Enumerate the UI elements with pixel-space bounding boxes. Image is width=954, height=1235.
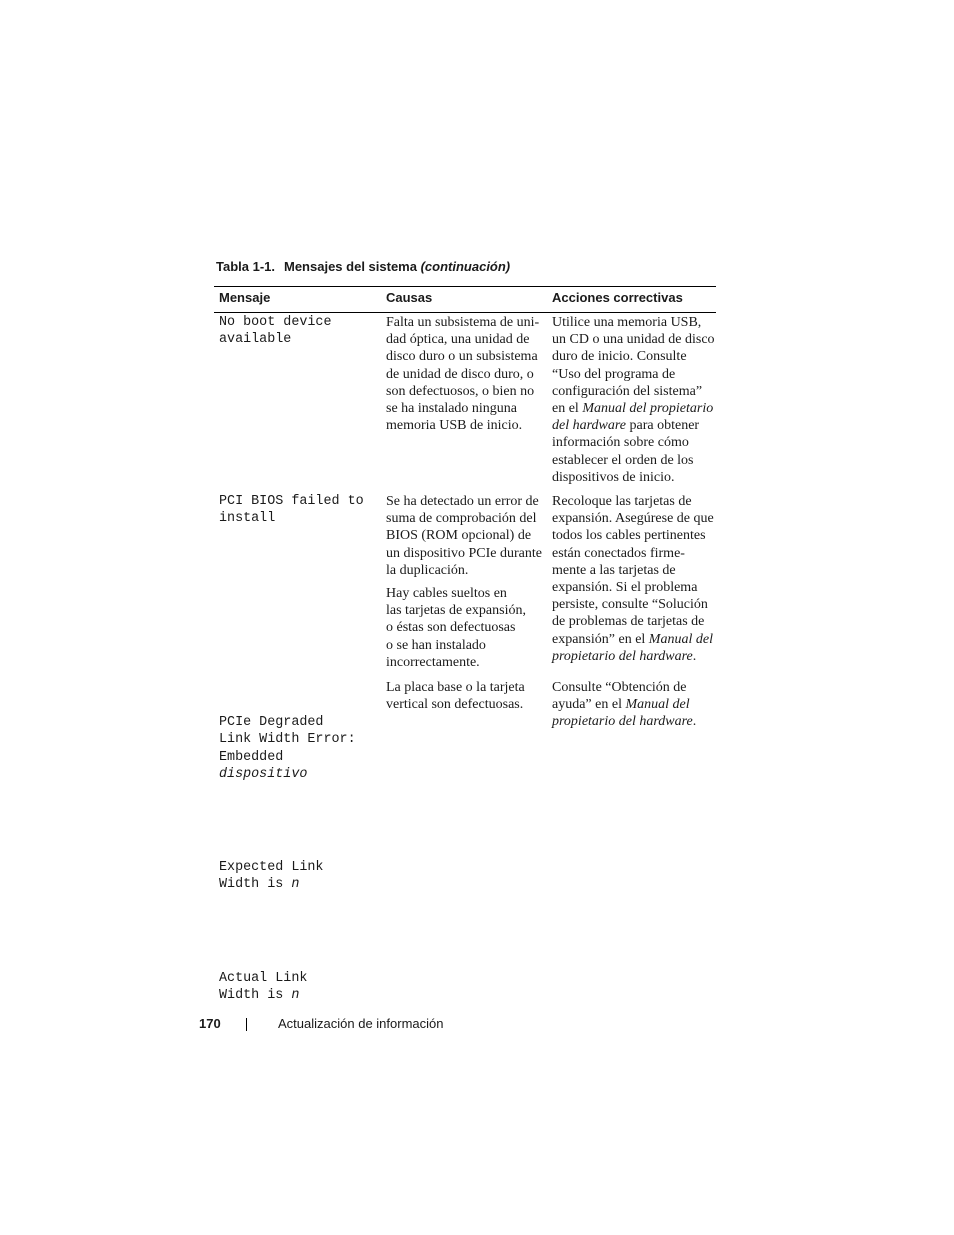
row2-actions: Recoloque las tarjetas de expansión. Asegúrese de que todos los cables pertinentes están conectados firme-mente a las tarjetas de expansión. Si el problema persiste, consulte “Solución de problemas de tarjetas de expansión” en el Manual del propietario del hardware. (552, 494, 714, 664)
table-header-rule (214, 312, 716, 313)
table-caption (216, 259, 510, 274)
row3-actions: Consulte “Obtención de ayuda” en el Manual del propietario del hardware. (552, 680, 697, 730)
row1-message: No boot device available (219, 315, 332, 348)
manual-reference: Manual del propietario del hardware (552, 631, 713, 664)
row3-message: PCIe Degraded Link Width Error: Embedded dispositivo Expected Link Width is n Actual Link Width is n (219, 714, 356, 1003)
column-header-acciones: Acciones correctivas (552, 290, 683, 305)
table-title: Mensajes del sistema (284, 259, 417, 274)
section-title: Actualización de información (278, 1016, 444, 1031)
table-continuation: (continuación) (420, 259, 511, 274)
page-number: 170 (199, 1016, 221, 1031)
row1-causes: Falta un subsistema de uni- dad óptica, una unidad de disco duro o un subsistema de unidad de disco duro, o son defectuosos, o bien no se ha instalado ninguna memoria USB de inicio. (386, 315, 540, 434)
footer-separator (246, 1018, 247, 1031)
row2-causes: Se ha detectado un error de suma de comprobación del BIOS (ROM opcional) de un dispositivo PCIe durante la duplicación. Hay cables sueltos en las tarjetas de expansión, o éstas son defectuosas o se han instalado incorrectamente. (386, 494, 542, 670)
table-top-rule (214, 286, 716, 287)
manual-reference: Manual del propietario del hardware (552, 401, 714, 434)
row1-actions: Utilice una memoria USB, un CD o una unidad de disco duro de inicio. Consulte “Uso del programa de configuración del sistema” en el Manual del propietario del hardware para obtener información sobre cómo establecer el orden de los dispositivos de inicio. (552, 315, 715, 485)
column-header-mensaje: Mensaje (219, 290, 271, 305)
manual-reference: Manual del propietario del hardware (552, 697, 693, 730)
row2-message: PCI BIOS failed to install (219, 494, 364, 527)
column-header-causas: Causas (386, 290, 433, 305)
row3-causes: La placa base o la tarjeta vertical son defectuosas. (386, 680, 525, 713)
table-number: Tabla 1-1. (216, 259, 276, 274)
